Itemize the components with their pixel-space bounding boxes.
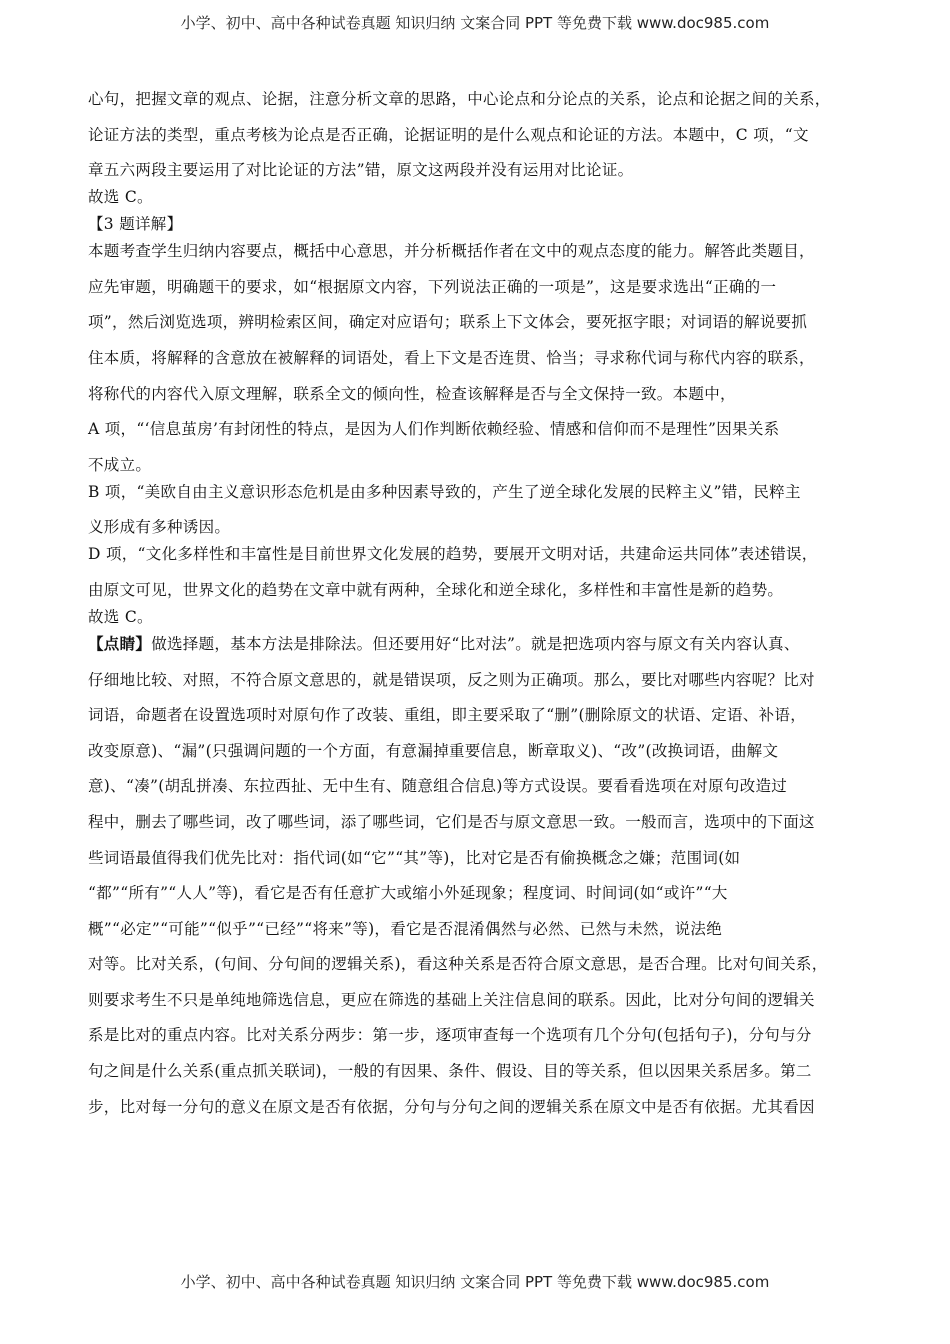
text-line: 词语，命题者在设置选项时对原句作了改装、重组，即主要采取了“删”(删除原文的状语、定语、补语， <box>88 706 806 725</box>
text-line: 句之间是什么关系(重点抓关联词)，一般的有因果、条件、假设、目的等关系，但以因果关系居多。第二 <box>88 1062 812 1081</box>
text-line: 意)、“凑”(胡乱拼凑、东拉西扯、无中生有、随意组合信息)等方式设误。要看看选项在对原句改造过 <box>88 777 788 796</box>
text-line: “都”“所有”“人人”等)，看它是否有任意扩大或缩小外延现象；程度词、时间词(如“或许”“大 <box>88 884 728 903</box>
option-b-line: B 项，“美欧自由主义意识形态危机是由多种因素导致的，产生了逆全球化发展的民粹主义”错，民粹主 <box>88 482 801 501</box>
text-span: 做选择题，基本方法是排除法。但还要用好“比对法”。就是把选项内容与原文有关内容认真、 <box>151 634 800 653</box>
dianjing-paragraph-start <box>88 631 868 667</box>
section-heading: 【3 题详解】 <box>88 215 183 234</box>
text-line: 仔细地比较、对照，不符合原文意思的，就是错误项，反之则为正确项。那么，要比对哪些内容呢？比对 <box>88 670 815 689</box>
text-line: 对等。比对关系，(句间、分句间的逻辑关系)，看这种关系是否符合原文意思，是否合理。比对句间关系， <box>88 955 828 974</box>
text-line: 论证方法的类型，重点考核为论点是否正确，论据证明的是什么观点和论证的方法。本题中，C 项，“文 <box>88 125 809 144</box>
text-line: 义形成有多种诱因。 <box>88 518 231 537</box>
text-line: 概”“必定”“可能”“似乎”“已经”“将来”等)，看它是否混淆偶然与必然、已然与未然，说法绝 <box>88 919 723 938</box>
text-line: 改变原意)、“漏”(只强调问题的一个方面，有意漏掉重要信息，断章取义)、“改”(改换词语，曲解文 <box>88 741 779 760</box>
option-a-line: A 项，“‘信息茧房’有封闭性的特点，是因为人们作判断依赖经验、情感和信仰而不是理性”因果关系 <box>88 420 780 439</box>
answer-line: 故选 C。 <box>88 188 153 207</box>
text-line: 些词语最值得我们优先比对：指代词(如“它”“其”等)，比对它是否有偷换概念之嫌；范围词(如 <box>88 848 741 867</box>
dianjing-label: 【点睛】 <box>88 633 152 653</box>
option-d-line: D 项，“文化多样性和丰富性是目前世界文化发展的趋势，要展开文明对话，共建命运共同体”表述错误， <box>88 545 818 564</box>
text-line: 程中，删去了哪些词，改了哪些词，添了哪些词，它们是否与原文意思一致。一般而言，选项中的下面这 <box>88 812 815 831</box>
text-line: 章五六两段主要运用了对比论证的方法”错，原文这两段并没有运用对比论证。 <box>88 161 634 180</box>
text-line: 步，比对每一分句的意义在原文是否有依据，分句与分句之间的逻辑关系在原文中是否有依据。尤其看因 <box>88 1097 815 1116</box>
text-line: 由原文可见，世界文化的趋势在文章中就有两种，全球化和逆全球化，多样性和丰富性是新的趋势。 <box>88 580 784 599</box>
text-line: 不成立。 <box>88 455 152 474</box>
page-header-watermark: 小学、初中、高中各种试卷真题 知识归纳 文案合同 PPT 等免费下载 www.doc985.com <box>180 14 770 32</box>
text-line: 系是比对的重点内容。比对关系分两步：第一步，逐项审查每一个选项有几个分句(包括句子)，分句与分 <box>88 1026 812 1045</box>
document-body <box>88 86 868 1129</box>
text-line: 则要求考生不只是单纯地筛选信息，更应在筛选的基础上关注信息间的联系。因此，比对分句间的逻辑关 <box>88 990 815 1009</box>
answer-line: 故选 C。 <box>88 607 153 626</box>
text-line: 心句，把握文章的观点、论据，注意分析文章的思路，中心论点和分论点的关系，论点和论据之间的关系， <box>88 90 831 108</box>
text-line: 将称代的内容代入原文理解，联系全文的倾向性，检查该解释是否与全文保持一致。本题中， <box>88 384 736 403</box>
text-line: 住本质，将解释的含意放在被解释的词语处，看上下文是否连贯、恰当；寻求称代词与称代内容的联系， <box>88 348 815 367</box>
text-line: 项”，然后浏览选项，辨明检索区间，确定对应语句；联系上下文体会，要死抠字眼；对词语的解说要抓 <box>88 313 808 332</box>
text-line: 应先审题，明确题干的要求，如“根据原文内容，下列说法正确的一项是”，这是要求选出“正确的一 <box>88 277 777 296</box>
page-footer-watermark: 小学、初中、高中各种试卷真题 知识归纳 文案合同 PPT 等免费下载 www.doc985.com <box>180 1273 770 1291</box>
text-line: 本题考查学生归纳内容要点，概括中心意思，并分析概括作者在文中的观点态度的能力。解答此类题目， <box>88 242 815 261</box>
